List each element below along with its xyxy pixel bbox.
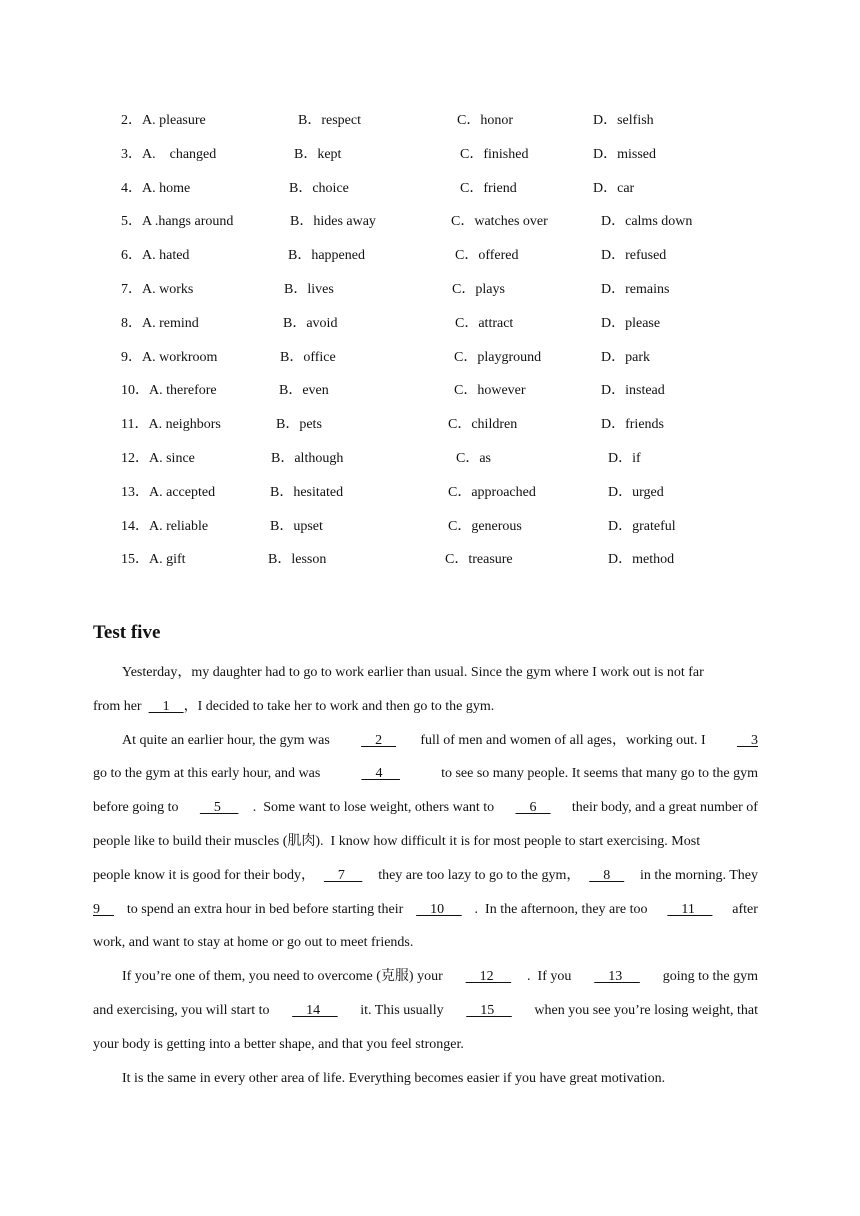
passage-text: people like to build their muscles (肌肉). I know how difficult it is for most people to start exercising. Most	[93, 833, 701, 849]
passage-line	[93, 695, 758, 729]
passage-text: full of men and women of all ages，working out. I	[420, 732, 713, 748]
option-d: D．missed	[593, 146, 656, 162]
passage	[93, 661, 758, 1100]
option-c: C．honor	[457, 113, 513, 128]
option-d: D．urged	[608, 484, 664, 500]
option-c: C．as	[456, 450, 491, 466]
option-row	[0, 246, 860, 280]
option-a: 8．A. remind	[121, 315, 199, 331]
option-row	[0, 212, 860, 246]
option-row	[0, 517, 860, 551]
passage-text: to spend an extra hour in bed before starting their	[126, 901, 404, 917]
answer-blank: 1	[148, 698, 184, 714]
option-b: B．lives	[284, 281, 334, 297]
passage-line	[93, 661, 758, 695]
passage-text: and exercising, you will start to	[93, 1002, 277, 1018]
option-d: D．selfish	[593, 113, 654, 128]
option-a: 10．A. therefore	[121, 383, 217, 399]
option-d: D．remains	[601, 281, 670, 297]
passage-line	[93, 864, 758, 898]
answer-blank: 13	[594, 969, 640, 985]
passage-text: It is the same in every other area of life. Everything becomes easier if you have great motivation.	[122, 1070, 666, 1086]
passage-line	[93, 796, 758, 830]
option-row	[0, 111, 860, 145]
passage-line	[93, 830, 758, 864]
options-list	[0, 111, 860, 584]
answer-blank: 10	[416, 901, 462, 917]
option-b: B．office	[280, 349, 336, 365]
option-c: C．finished	[460, 146, 529, 162]
option-c: C．treasure	[445, 552, 513, 568]
option-c: C．friend	[460, 180, 517, 196]
option-b: B．choice	[289, 180, 349, 196]
passage-line	[93, 999, 758, 1033]
passage-text: before going to	[93, 800, 186, 816]
passage-text: it. This usually	[353, 1002, 451, 1018]
option-b: B．respect	[298, 113, 361, 128]
option-row	[0, 145, 860, 179]
option-a: 12．A. since	[121, 450, 195, 466]
option-c: C．generous	[448, 518, 522, 534]
option-row	[0, 280, 860, 314]
passage-text: go to the gym at this early hour, and was	[93, 766, 328, 782]
option-d: D．park	[601, 349, 650, 365]
option-a: 9．A. workroom	[121, 349, 218, 365]
passage-text: after	[725, 901, 758, 917]
option-d: D．refused	[601, 248, 667, 264]
passage-text: At quite an earlier hour, the gym was	[122, 732, 337, 748]
answer-blank: 12	[465, 969, 512, 985]
option-d: D．if	[608, 450, 641, 466]
passage-line	[93, 965, 758, 999]
option-a: 11．A. neighbors	[121, 417, 221, 433]
passage-text: their body, and a great number of	[564, 800, 758, 816]
option-a: 6．A. hated	[121, 248, 190, 264]
option-d: D．grateful	[608, 518, 676, 534]
answer-blank: 14	[292, 1002, 338, 1018]
passage-line	[93, 762, 758, 796]
option-d: D．calms down	[601, 214, 693, 230]
passage-text: in the morning. They	[633, 867, 758, 883]
passage-line	[93, 931, 758, 965]
option-c: C．however	[454, 383, 526, 399]
answer-blank: 4	[361, 766, 400, 782]
option-b: B．hides away	[290, 214, 376, 230]
option-c: C．offered	[455, 248, 519, 264]
option-b: B．avoid	[283, 315, 338, 331]
passage-text: . In the afternoon, they are too	[474, 901, 655, 917]
option-c: C．children	[448, 417, 518, 433]
option-b: B．pets	[276, 417, 322, 433]
option-row	[0, 381, 860, 415]
option-a: 2．A. pleasure	[121, 113, 206, 128]
passage-text: If you’re one of them, you need to overcome (克服) your	[122, 969, 450, 985]
answer-blank: 3	[736, 732, 758, 748]
option-d: D．instead	[601, 383, 665, 399]
option-row	[0, 179, 860, 213]
option-row	[0, 314, 860, 348]
option-row	[0, 415, 860, 449]
passage-text: going to the gym	[655, 969, 758, 985]
option-a: 15．A. gift	[121, 552, 186, 568]
option-d: D．friends	[601, 417, 664, 433]
passage-text: work, and want to stay at home or go out to meet friends.	[93, 935, 414, 951]
passage-text: . Some want to lose weight, others want to	[252, 800, 502, 816]
option-a: 7．A. works	[121, 281, 194, 297]
answer-blank: 9	[93, 901, 114, 917]
option-b: B．kept	[294, 146, 342, 162]
option-a: 13．A. accepted	[121, 484, 216, 500]
option-b: B．upset	[270, 518, 323, 534]
option-d: D．method	[608, 552, 675, 568]
option-a: 5．A .hangs around	[121, 214, 234, 230]
option-row	[0, 449, 860, 483]
answer-blank: 11	[667, 901, 713, 917]
option-a: 14．A. reliable	[121, 518, 209, 534]
passage-line	[93, 898, 758, 932]
section-title: Test five	[93, 622, 161, 643]
option-row	[0, 348, 860, 382]
option-c: C．playground	[454, 349, 542, 365]
answer-blank: 15	[466, 1002, 512, 1018]
passage-text: they are too lazy to go to the gym，	[371, 867, 581, 883]
passage-text: Yesterday，my daughter had to go to work earlier than usual. Since the gym where I work out is not far	[122, 665, 704, 680]
option-b: B．although	[271, 450, 344, 466]
option-c: C．plays	[452, 281, 505, 297]
option-d: D．car	[593, 180, 635, 196]
option-b: B．hesitated	[270, 484, 344, 500]
answer-blank: 2	[361, 732, 397, 748]
passage-line	[93, 1067, 758, 1101]
answer-blank: 6	[515, 800, 551, 816]
passage-text: people know it is good for their body，	[93, 867, 316, 883]
option-a: 4．A. home	[121, 180, 191, 196]
passage-text: ，I decided to take her to work and then go to the gym.	[183, 698, 495, 714]
passage-line	[93, 729, 758, 763]
option-c: C．approached	[448, 484, 536, 500]
passage-text: from her	[93, 698, 149, 714]
option-b: B．even	[279, 383, 329, 399]
option-b: B．lesson	[268, 552, 327, 568]
passage-text: when you see you’re losing weight, that	[527, 1002, 758, 1018]
answer-blank: 7	[323, 867, 363, 883]
answer-blank: 5	[199, 800, 239, 816]
option-row	[0, 483, 860, 517]
option-c: C．watches over	[451, 214, 548, 230]
passage-text: your body is getting into a better shape, and that you feel stronger.	[93, 1036, 464, 1052]
option-b: B．happened	[288, 248, 365, 264]
passage-text: . If you	[527, 969, 579, 985]
passage-text: to see so many people. It seems that many go to the gym	[434, 766, 758, 782]
answer-blank: 8	[589, 867, 625, 883]
option-a: 3．A. changed	[121, 146, 217, 162]
option-d: D．please	[601, 315, 661, 331]
passage-line	[93, 1033, 758, 1067]
option-row	[0, 550, 860, 584]
option-c: C．attract	[455, 315, 514, 331]
